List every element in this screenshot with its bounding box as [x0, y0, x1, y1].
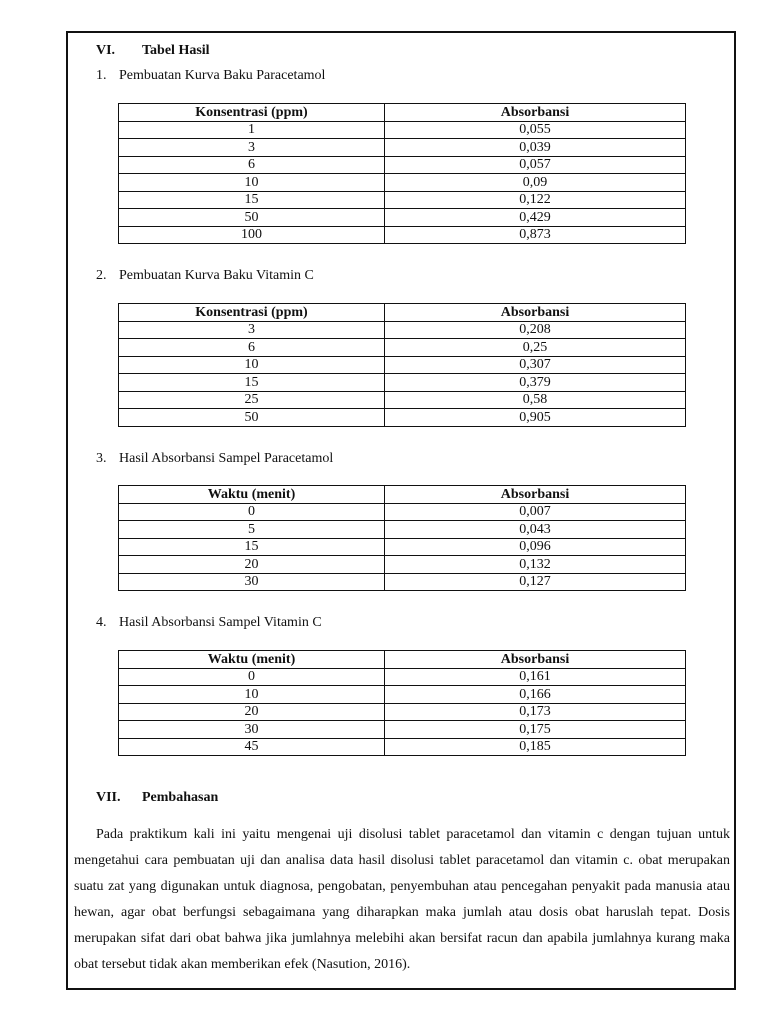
- table-cell: 6: [119, 156, 385, 174]
- table-row: [119, 686, 686, 704]
- table-cell: 0,043: [385, 521, 686, 539]
- table-row: [119, 191, 686, 209]
- table-cell: 25: [119, 391, 385, 409]
- table-cell: 0,185: [385, 738, 686, 756]
- table-sampel-vitamin-c: [118, 650, 686, 756]
- table-cell: 45: [119, 738, 385, 756]
- table-row: [119, 121, 686, 139]
- caption-title: Pembuatan Kurva Baku Vitamin C: [119, 268, 314, 283]
- table-row: [119, 356, 686, 374]
- table-cell: 0,007: [385, 503, 686, 521]
- table-cell: 15: [119, 191, 385, 209]
- section-number: VII.: [96, 790, 121, 805]
- discussion-paragraph: Pada praktikum kali ini yaitu mengenai uji disolusi tablet paracetamol dan vitamin c dengan tujuan untuk mengetahui cara pembuatan uji dan analisa data hasil disolusi tablet paracetamol dan vitamin c. obat merupakan suatu zat yang digunakan untuk diagnosa, pengobatan, penyembuhan atau pencegahan penyakit pada manusia atau hewan, agar obat berfungsi sebagaimana yang diharapkan maka jumlah atau dosis obat haruslah tepat. Dosis merupakan sifat dari obat bahwa jika jumlahnya melebihi akan bersifat racun dan apabila jumlahnya kurang maka obat tersebut tidak akan memberikan efek (Nasution, 2016).: [74, 827, 730, 972]
- column-header: Absorbansi: [385, 486, 686, 504]
- table-row: [119, 556, 686, 574]
- column-header: Absorbansi: [385, 651, 686, 669]
- table-row: [119, 573, 686, 591]
- table-row: [119, 503, 686, 521]
- table-4-caption: [96, 615, 322, 631]
- column-header: Absorbansi: [385, 104, 686, 122]
- table-cell: 10: [119, 356, 385, 374]
- column-header: Waktu (menit): [119, 486, 385, 504]
- table-cell: 0,25: [385, 339, 686, 357]
- table-cell: 0,175: [385, 721, 686, 739]
- column-header: Konsentrasi (ppm): [119, 104, 385, 122]
- table-cell: 0,09: [385, 174, 686, 192]
- table-2-caption: [96, 268, 314, 284]
- table-cell: 0,379: [385, 374, 686, 392]
- table-cell: 0,096: [385, 538, 686, 556]
- table-cell: 0,429: [385, 209, 686, 227]
- table-cell: 0,307: [385, 356, 686, 374]
- table-row: [119, 226, 686, 244]
- table-cell: 15: [119, 374, 385, 392]
- table-row: [119, 321, 686, 339]
- table-cell: 3: [119, 321, 385, 339]
- table-header-row: [119, 486, 686, 504]
- table-cell: 50: [119, 409, 385, 427]
- caption-number: 3.: [96, 451, 107, 466]
- table-1-caption: [96, 68, 325, 84]
- table-row: [119, 174, 686, 192]
- caption-number: 2.: [96, 268, 107, 283]
- table-cell: 0,055: [385, 121, 686, 139]
- table-header-row: [119, 651, 686, 669]
- table-header-row: [119, 304, 686, 322]
- table-cell: 10: [119, 174, 385, 192]
- table-row: [119, 409, 686, 427]
- table-row: [119, 703, 686, 721]
- caption-title: Hasil Absorbansi Sampel Paracetamol: [119, 451, 334, 466]
- table-cell: 5: [119, 521, 385, 539]
- table-row: [119, 374, 686, 392]
- table-cell: 20: [119, 703, 385, 721]
- column-header: Konsentrasi (ppm): [119, 304, 385, 322]
- caption-title: Pembuatan Kurva Baku Paracetamol: [119, 68, 326, 83]
- table-row: [119, 668, 686, 686]
- table-row: [119, 721, 686, 739]
- section-title: Pembahasan: [142, 790, 219, 805]
- table-cell: 0,161: [385, 668, 686, 686]
- table-cell: 0,208: [385, 321, 686, 339]
- table-sampel-paracetamol: [118, 485, 686, 591]
- table-cell: 1: [119, 121, 385, 139]
- table-kurva-baku-vitamin-c: [118, 303, 686, 427]
- table-kurva-baku-paracetamol: [118, 103, 686, 244]
- table-cell: 10: [119, 686, 385, 704]
- caption-title: Hasil Absorbansi Sampel Vitamin C: [119, 615, 322, 630]
- table-row: [119, 139, 686, 157]
- caption-number: 1.: [96, 68, 107, 83]
- table-cell: 30: [119, 573, 385, 591]
- table-cell: 0: [119, 503, 385, 521]
- table-row: [119, 339, 686, 357]
- table-header-row: [119, 104, 686, 122]
- table-row: [119, 738, 686, 756]
- section-number: VI.: [96, 43, 116, 58]
- table-cell: 0,173: [385, 703, 686, 721]
- table-row: [119, 538, 686, 556]
- table-cell: 0,127: [385, 573, 686, 591]
- table-cell: 0,057: [385, 156, 686, 174]
- table-cell: 3: [119, 139, 385, 157]
- table-cell: 0: [119, 668, 385, 686]
- table-cell: 50: [119, 209, 385, 227]
- section-title: Tabel Hasil: [142, 43, 210, 58]
- table-cell: 30: [119, 721, 385, 739]
- table-cell: 0,58: [385, 391, 686, 409]
- table-cell: 6: [119, 339, 385, 357]
- table-row: [119, 391, 686, 409]
- table-cell: 0,905: [385, 409, 686, 427]
- column-header: Absorbansi: [385, 304, 686, 322]
- column-header: Waktu (menit): [119, 651, 385, 669]
- table-row: [119, 156, 686, 174]
- caption-number: 4.: [96, 615, 107, 630]
- table-cell: 100: [119, 226, 385, 244]
- table-cell: 15: [119, 538, 385, 556]
- table-row: [119, 521, 686, 539]
- table-3-caption: [96, 451, 333, 467]
- table-row: [119, 209, 686, 227]
- table-cell: 0,873: [385, 226, 686, 244]
- table-cell: 0,039: [385, 139, 686, 157]
- table-cell: 20: [119, 556, 385, 574]
- table-cell: 0,132: [385, 556, 686, 574]
- table-cell: 0,122: [385, 191, 686, 209]
- table-cell: 0,166: [385, 686, 686, 704]
